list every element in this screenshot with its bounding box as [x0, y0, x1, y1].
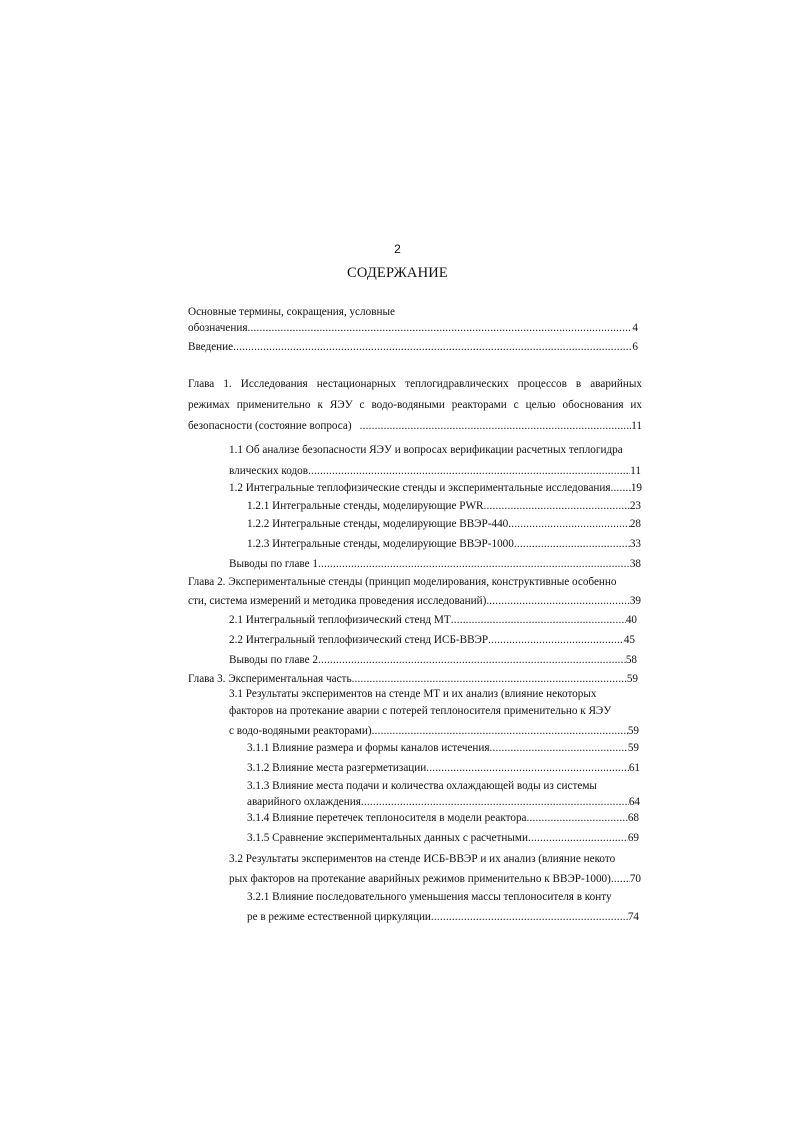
toc-entry-text: 1.2.2 Интегральные стенды, моделирующие ВВЭР-440 [247, 518, 509, 530]
leader-dots [372, 723, 628, 740]
toc-entry-text: Глава 1. Исследования нестационарных теплогидравлических процессов в аварийных [188, 378, 642, 390]
toc-page-number: 64 [628, 796, 640, 808]
toc-entry-text: Глава 2. Экспериментальные стенды (принцип моделирования, конструктивные особенно [188, 576, 617, 588]
toc-entry-text: 3.1.1 Влияние размера и формы каналов истечения [247, 742, 490, 754]
toc-entry-conclusions-1[interactable] [229, 555, 641, 573]
toc-entry-text: Глава 3. Экспериментальная часть [188, 673, 352, 685]
leader-dots [514, 535, 630, 553]
toc-page-number: 28 [629, 518, 641, 530]
toc-entry-text: Выводы по главе 1 [229, 558, 318, 570]
leader-dots [611, 479, 631, 497]
toc-entry-text: 1.2.3 Интегральные стенды, моделирующие ВВЭР-1000 [247, 538, 514, 550]
toc-page-number: 11 [630, 465, 641, 477]
toc-entry-text: Выводы по главе 2 [229, 654, 318, 666]
toc-page-number: 38 [629, 558, 641, 570]
leader-dots [527, 809, 628, 827]
toc-page-number: 59 [627, 725, 639, 737]
leader-dots [248, 319, 633, 337]
toc-page-number: 33 [629, 538, 641, 550]
toc-entry-text: 3.2.1 Влияние последовательного уменьшения массы теплоносителя в конту [247, 891, 612, 903]
toc-page-number: 4 [632, 322, 638, 334]
leader-dots [451, 611, 626, 629]
toc-entry-text: сти, система измерений и методика проведения исследований) [188, 595, 487, 607]
leader-dots [318, 651, 626, 669]
page-title: СОДЕРЖАНИЕ [347, 265, 448, 281]
toc-entry-text: 3.1.5 Сравнение экспериментальных данных с расчетными [247, 832, 528, 844]
toc-entry-3-1-5[interactable] [247, 829, 639, 847]
leader-dots [528, 829, 628, 847]
toc-entry-intro[interactable] [188, 338, 638, 356]
leader-dots [318, 555, 630, 573]
leader-dots [233, 338, 632, 356]
leader-dots [486, 592, 630, 611]
toc-page-number: 58 [625, 654, 637, 666]
toc-entry-2-2[interactable] [229, 631, 635, 649]
toc-entry-chapter-2[interactable] [188, 573, 641, 611]
leader-dots [611, 869, 630, 889]
toc-page-number: 59 [626, 673, 638, 685]
toc-entry-text: 1.2.1 Интегральные стенды, моделирующие PWR [247, 500, 484, 512]
toc-page-number: 59 [627, 742, 639, 754]
toc-entry-1-1[interactable] [229, 440, 641, 482]
toc-entry-1-2-2[interactable] [247, 515, 641, 533]
leader-dots [361, 794, 629, 810]
toc-entry-text: аварийного охлаждения [247, 796, 361, 808]
toc-entry-text: 3.1.2 Влияние места разгерметизации [247, 762, 427, 774]
toc-entry-text: 1.1 Об анализе безопасности ЯЭУ и вопросах верификации расчетных теплогидра [229, 444, 623, 456]
toc-entry-text: влических кодов [229, 465, 309, 477]
toc-entry-text: режимах применительно к ЯЭУ с водо-водяными реакторами с целью обоснования их [188, 399, 642, 411]
toc-page-number: 19 [630, 482, 642, 494]
toc-page-number: 40 [625, 614, 637, 626]
toc-entry-text: Введение [188, 341, 234, 353]
toc-entry-text: Основные термины, сокращения, условные [188, 306, 395, 318]
leader-dots [490, 739, 628, 757]
toc-page-number: 45 [623, 634, 635, 646]
toc-page-number: 69 [627, 832, 639, 844]
leader-dots [508, 515, 630, 533]
toc-entry-terms[interactable] [188, 303, 638, 337]
toc-entry-3-2[interactable] [229, 849, 641, 889]
toc-entry-1-2-3[interactable] [247, 535, 641, 553]
toc-entry-text: 3.1.3 Влияние места подачи и количества охлаждающей воды из системы [247, 780, 597, 792]
leader-dots [431, 907, 628, 927]
page-number: 2 [394, 242, 401, 256]
leader-dots [488, 631, 624, 649]
toc-entry-chapter-1[interactable] [188, 374, 642, 437]
toc-entry-conclusions-2[interactable] [229, 651, 637, 669]
toc-entry-text: 2.1 Интегральный теплофизический стенд МТ [229, 614, 451, 626]
toc-entry-text: 3.1 Результаты экспериментов на стенде МТ и их анализ (влияние некоторых [229, 688, 597, 700]
toc-page-number: 23 [629, 500, 641, 512]
toc-page-number: 39 [629, 595, 641, 607]
toc-page-number: 11 [631, 420, 642, 432]
toc-entry-3-1-3[interactable] [247, 778, 640, 810]
toc-entry-text: безопасности (состояние вопроса) [188, 420, 352, 432]
toc-entry-text: с водо-водяными реакторами) [229, 725, 372, 737]
toc-entry-text: 3.2 Результаты экспериментов на стенде ИСБ-ВВЭР и их анализ (влияние некото [229, 853, 616, 865]
toc-page-number: 61 [628, 762, 640, 774]
toc-entry-3-1-4[interactable] [247, 809, 639, 827]
toc-entry-text: рых факторов на протекание аварийных режимов применительно к ВВЭР-1000) [229, 873, 611, 885]
toc-entry-3-1-1[interactable] [247, 739, 639, 757]
toc-page-number: 74 [627, 911, 639, 923]
toc-entry-text: обозначения [188, 322, 248, 334]
toc-page-number: 68 [627, 812, 639, 824]
toc-entry-text: факторов на протекание аварии с потерей теплоносителя применительно к ЯЭУ [229, 705, 612, 717]
toc-entry-3-1[interactable] [229, 686, 639, 740]
leader-dots [483, 497, 629, 515]
toc-entry-text: ре в режиме естественной циркуляции [247, 911, 431, 923]
toc-entry-3-2-1[interactable] [247, 887, 639, 927]
toc-entry-3-1-2[interactable] [247, 759, 640, 777]
toc-page-number: 6 [632, 341, 638, 353]
toc-page-number: 70 [629, 873, 641, 885]
toc-entry-text: 3.1.4 Влияние перетечек теплоносителя в модели реактора [247, 812, 527, 824]
leader-dots [426, 759, 629, 777]
toc-entry-2-1[interactable] [229, 611, 637, 629]
toc-entry-1-2-1[interactable] [247, 497, 641, 515]
toc-entry-text: 1.2 Интегральные теплофизические стенды и экспериментальные исследования [229, 482, 611, 494]
toc-entry-1-2[interactable] [229, 479, 642, 497]
toc-entry-text: 2.2 Интегральный теплофизический стенд ИСБ-ВВЭР [229, 634, 489, 646]
leader-dots [360, 416, 632, 437]
